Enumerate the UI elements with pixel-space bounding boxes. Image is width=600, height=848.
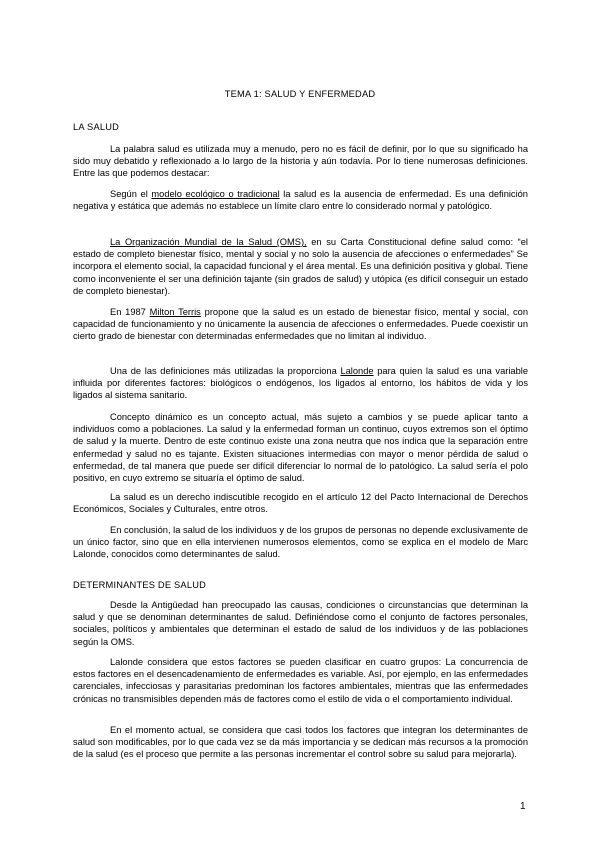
section-heading-la-salud: LA SALUD: [73, 122, 120, 132]
page-number: 1: [520, 801, 526, 812]
text-before: Una de las definiciones más utilizadas la proporciona: [110, 366, 341, 376]
paragraph-oms: [73, 236, 528, 297]
text-before: En 1987: [110, 307, 150, 317]
term-lalonde: Lalonde: [340, 366, 374, 376]
term-milton-terris: Milton Terris: [149, 307, 201, 317]
text-before: Según el: [110, 189, 152, 199]
paragraph-lalonde-grupos: Lalonde considera que estos factores se pueden clasificar en cuatro grupos: La concurrencia de estos factores en el desencadenamiento de enfermedades es variable. Así, por ejemplo, en las enfermedades carenciales, infecciosas y parasitarias predominan los factores ambientales, mientras que las enfermedades crónicas no transmisibles dependen más de factores como el estilo de vida o el comportamiento individual.: [73, 657, 528, 704]
page-title: TEMA 1: SALUD Y ENFERMEDAD: [224, 89, 376, 99]
term-oms: La Organización Mundial de la Salud (OMS),: [110, 237, 307, 247]
text-after: para quien la salud es una variable influida por diferentes factores: biológicos o endógenos, los ligados al entorno, los hábitos de vida y los ligados al sistema sanitario.: [73, 366, 528, 401]
paragraph-concepto-dinamico: Concepto dinámico es un concepto actual, más sujeto a cambios y se puede aplicar tanto a individuos como a poblaciones. La salud y la enfermedad forman un continuo, cuyos extremos son el óptimo de salud y la muerte. Dentro de este continuo existe una zona neutra que nos indica que la separación entre enfermedad y salud no es tajante. Existen situaciones intermedias con mayor o menor pérdida de salud o enfermedad, de tal manera que puede ser difícil diferenciar lo normal de lo patológico. La salud sería el polo positivo, en cuyo extremo se situaría el óptimo de salud.: [73, 412, 528, 484]
text-after: en su Carta Constitucional define salud como: “el estado de completo bienestar físico, mental y social y no solo la ausencia de afecciones o enfermedades” Se incorpora el elemento social, la capacidad funcional y el área mental. Es una definición positiva y global. Tiene como inconveniente el ser una definición tajante (sin grados de salud) y utópica (es difícil conseguir un estado de completo bienestar).: [73, 237, 528, 296]
paragraph-derecho: La salud es un derecho indiscutible recogido en el artículo 12 del Pacto Internacional de Derechos Económicos, Sociales y Culturales, entre otros.: [73, 492, 528, 515]
text-after: la salud es la ausencia de enfermedad. Es una definición negativa y estática que además no establece un límite claro entre lo considerado normal y patológico.: [73, 189, 528, 212]
paragraph-conclusion: En conclusión, la salud de los individuos y de los grupos de personas no depende exclusivamente de un único factor, sino que en ella intervienen numerosos elementos, como se explica en el modelo de Marc Lalonde, conocidos como determinantes de salud.: [73, 525, 528, 560]
section-heading-determinantes: DETERMINANTES DE SALUD: [73, 580, 207, 590]
paragraph-milton-terris: [73, 306, 528, 343]
paragraph-intro: La palabra salud es utilizada muy a menudo, pero no es fácil de definir, por lo que su significado ha sido muy debatido y reflexionado a lo largo de la historia y aún todavía. Por lo tiene numerosas definiciones. Entre las que podemos destacar:: [73, 144, 528, 179]
paragraph-determinantes-def: Desde la Antigüedad han preocupado las causas, condiciones o circunstancias que determinan la salud y que se denominan determinantes de salud. Definiéndose como el conjunto de factores personales, sociales, políticos y ambientales que determinan el estado de salud de los individuos y de las poblaciones según la OMS.: [73, 600, 528, 647]
paragraph-momento-actual: En el momento actual, se considera que casi todos los factores que integran los determinantes de salud son modificables, por lo que cada vez se da más importancia y se dedican más recursos a la promoción de la salud (es el proceso que permite a las personas incrementar el control sobre su salud para mejorarla).: [73, 725, 528, 760]
paragraph-modelo-ecologico: [73, 188, 528, 212]
text-after: propone que la salud es un estado de bienestar físico, mental y social, con capacidad de funcionamiento y no únicamente la ausencia de afecciones o enfermedades. Puede coexistir un cierto grado de bienestar con determinadas enfermedades que no limitan al individuo.: [73, 307, 528, 342]
paragraph-lalonde: [73, 365, 528, 402]
term-modelo-ecologico: modelo ecológico o tradicional: [151, 189, 280, 199]
